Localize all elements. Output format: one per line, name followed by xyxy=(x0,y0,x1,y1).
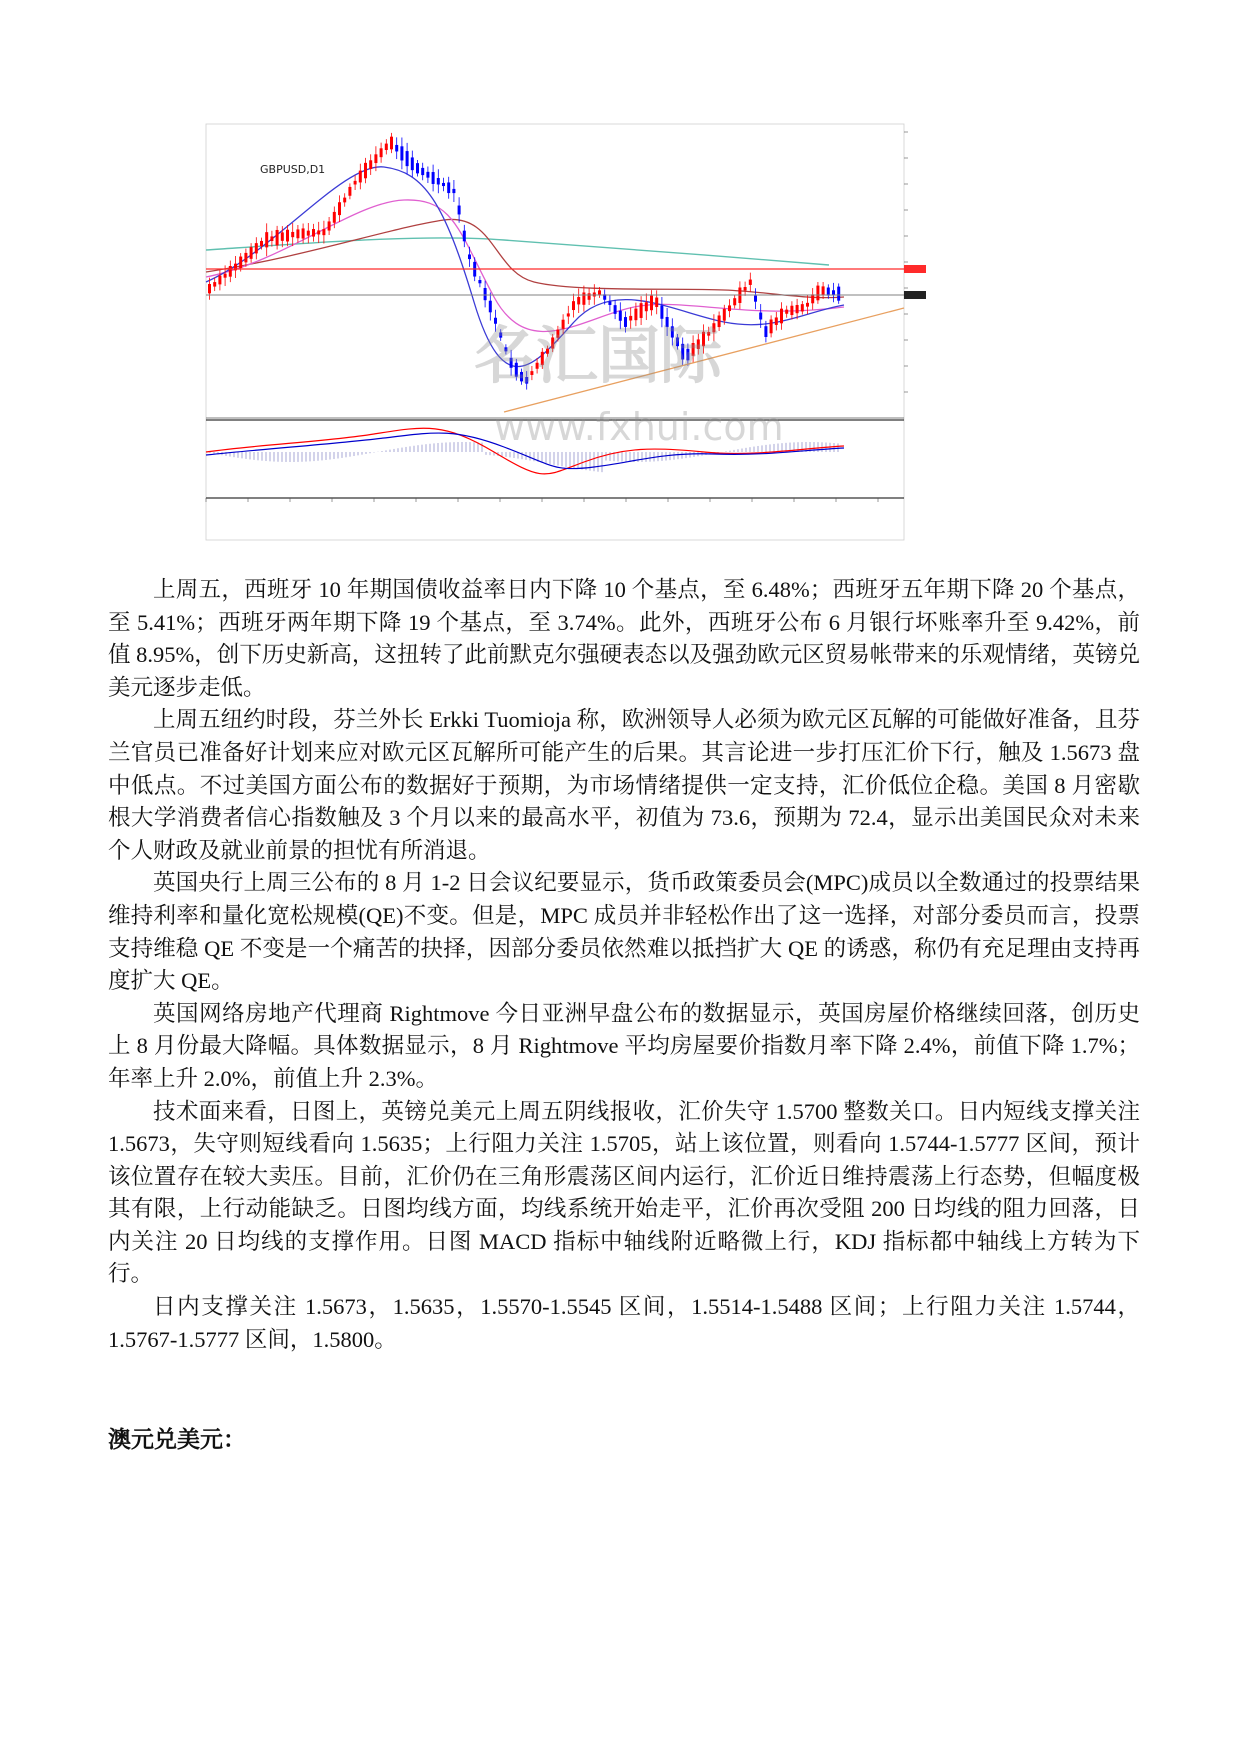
candle-body xyxy=(452,189,455,193)
candle-body xyxy=(588,293,591,299)
candle-body xyxy=(437,178,440,184)
candle-body xyxy=(302,228,305,238)
candle-body xyxy=(775,317,778,324)
candle-body xyxy=(733,298,736,305)
candle-body xyxy=(608,302,611,305)
candle-body xyxy=(832,290,835,295)
candle-body xyxy=(426,172,429,178)
candle-body xyxy=(218,276,221,285)
candle-body xyxy=(359,171,362,183)
candle-body xyxy=(369,160,372,169)
candle-body xyxy=(614,305,617,314)
candle-body xyxy=(229,266,232,277)
watermark-cn: 名汇国际 xyxy=(474,319,723,392)
candle-body xyxy=(780,309,783,324)
candle-body xyxy=(260,241,263,246)
candle-body xyxy=(645,302,648,311)
watermark-url: www.fxhui.com xyxy=(494,405,784,449)
candle-body xyxy=(411,157,414,170)
candle-body xyxy=(281,232,284,240)
candle-body xyxy=(822,286,825,294)
candle-body xyxy=(442,183,445,186)
candle-body xyxy=(770,320,773,334)
candle-body xyxy=(567,313,570,316)
paragraph-support-resistance: 日内支撑关注 1.5673，1.5635，1.5570-1.5545 区间，1.5514-1.5488 区间；上行阻力关注 1.5744，1.5767-1.5777 区间，1.5800。 xyxy=(108,1294,1140,1352)
candle-body xyxy=(660,306,663,319)
article-body xyxy=(108,574,1140,1356)
chart-symbol-label: GBPUSD,D1 xyxy=(260,163,326,176)
candle-body xyxy=(395,145,398,152)
candle-body xyxy=(276,230,279,245)
paragraph-rightmove: 英国网络房地产代理商 Rightmove 今日亚洲早盘公布的数据显示，英国房屋价格继续回落，创历史上 8 月份最大降幅。具体数据显示，8 月 Rightmove 平均房屋要价指数月率下降 2.4%，前值下降 1.7%；年率上升 2.0%，前值上升 2.3%。 xyxy=(108,1000,1140,1091)
candle-body xyxy=(806,303,809,307)
candle-body xyxy=(421,168,424,175)
candle-body xyxy=(582,292,585,304)
candle-body xyxy=(593,292,596,296)
candle-body xyxy=(468,254,471,259)
candle-body xyxy=(224,274,227,278)
candle-body xyxy=(317,230,320,234)
candle-body xyxy=(728,305,731,311)
candle-body xyxy=(244,253,247,262)
candle-body xyxy=(811,294,814,303)
candle-body xyxy=(816,286,819,301)
gbpusd-daily-chart xyxy=(204,122,1044,562)
ma-20-line xyxy=(206,200,844,332)
section-heading-audusd: 澳元兑美元： xyxy=(108,1427,246,1452)
current-price-tag xyxy=(904,291,926,299)
candle-body xyxy=(307,231,310,236)
candle-body xyxy=(374,154,377,163)
candle-body xyxy=(837,287,840,301)
candle-body xyxy=(749,280,752,285)
candle-body xyxy=(650,296,653,311)
candle-body xyxy=(270,236,273,241)
candle-body xyxy=(827,288,830,296)
candle-body xyxy=(785,310,788,314)
candle-body xyxy=(286,230,289,242)
candle-body xyxy=(754,296,757,302)
candle-body xyxy=(343,198,346,203)
candle-body xyxy=(380,148,383,157)
candle-body xyxy=(338,202,341,215)
candle-body xyxy=(296,229,299,238)
candle-body xyxy=(250,247,253,259)
candle-body xyxy=(489,301,492,313)
candle-body xyxy=(764,326,767,337)
candle-body xyxy=(400,146,403,160)
candle-body xyxy=(333,212,336,223)
candle-body xyxy=(239,257,242,269)
candle-body xyxy=(484,288,487,300)
paragraph-finland-remarks: 上周五纽约时段，芬兰外长 Erkki Tuomioja 称，欧洲领导人必须为欧元区瓦解的可能做好准备，且芬兰官员已准备好计划来应对欧元区瓦解所可能产生的后果。其言论进一步打压汇价下行，触及 1.5673 盘中低点。不过美国方面公布的数据好于预期，为市场情绪提供一定支持，汇价低位企稳。美国 8 月密歇根大学消费者信心指数触及 3 个月以来的最高水平，初值为 73.6，预期为 72.4，显示出美国民众对未来个人财政及就业前景的担忧有所消退。 xyxy=(108,707,1140,863)
paragraph-spain-yields: 上周五，西班牙 10 年期国债收益率日内下降 10 个基点，至 6.48%；西班牙五年期下降 20 个基点，至 5.41%；西班牙两年期下降 19 个基点，至 3.74%。此外，西班牙公布 6 月银行坏账率升至 9.42%，前值 8.95%，创下历史新高，这扭转了此前默克尔强硬表态以及强劲欧元区贸易帐带来的乐观情绪，英镑兑美元逐步走低。 xyxy=(108,577,1140,700)
candle-body xyxy=(432,172,435,184)
candle-body xyxy=(478,280,481,283)
candle-body xyxy=(744,287,747,290)
candle-body xyxy=(208,284,211,293)
candle-body xyxy=(291,232,294,237)
candle-body xyxy=(723,309,726,321)
candle-body xyxy=(447,182,450,193)
candle-body xyxy=(255,243,258,253)
candle-body xyxy=(458,206,461,215)
candle-body xyxy=(463,231,466,242)
candle-body xyxy=(354,181,357,185)
resistance-price-tag xyxy=(904,265,926,273)
candle-body xyxy=(655,298,658,307)
candle-body xyxy=(213,282,216,287)
candle-body xyxy=(265,232,268,247)
paragraph-boe-minutes: 英国央行上周三公布的 8 月 1-2 日会议纪要显示，货币政策委员会(MPC)成员以全数通过的投票结果维持利率和量化宽松规模(QE)不变。但是，MPC 成员并非轻松作出了这一选择，对部分委员而言，投票支持维稳 QE 不变是一个痛苦的抉择，因部分委员依然难以抵挡扩大 QE 的诱惑，称仍有充足理由支持再度扩大 QE。 xyxy=(108,870,1140,994)
candle-body xyxy=(577,297,580,304)
candle-body xyxy=(348,187,351,196)
candle-body xyxy=(759,313,762,320)
candle-body xyxy=(796,305,799,313)
chart-canvas xyxy=(204,122,1044,562)
paragraph-technical-analysis: 技术面来看，日图上，英镑兑美元上周五阴线报收，汇价失守 1.5700 整数关口。日内短线支撑关注 1.5673，失守则短线看向 1.5635；上行阻力关注 1.5705，站上该位置，则看向 1.5744-1.5777 区间，预计该位置存在较大卖压。目前，汇价仍在三角形震荡区间内运行，汇价近日维持震荡上行态势，但幅度极其有限，上行动能缺乏。日图均线方面，均线系统开始走平，汇价再次受阻 200 日均线的阻力回落，日内关注 20 日均线的支撑作用。日图 MACD 指标中轴线附近略微上行，KDJ 指标都中轴线上方转为下行。 xyxy=(108,1098,1140,1287)
candle-body xyxy=(572,301,575,310)
candle-body xyxy=(406,151,409,166)
candle-body xyxy=(640,303,643,318)
candle-body xyxy=(364,163,367,178)
candle-body xyxy=(598,290,601,294)
candle-body xyxy=(790,306,793,315)
candle-body xyxy=(801,304,804,311)
candle-body xyxy=(312,229,315,237)
candle-body xyxy=(328,221,331,230)
candle-body xyxy=(416,163,419,173)
candle-body xyxy=(322,229,325,235)
candle-body xyxy=(390,137,393,150)
candle-body xyxy=(385,144,388,150)
